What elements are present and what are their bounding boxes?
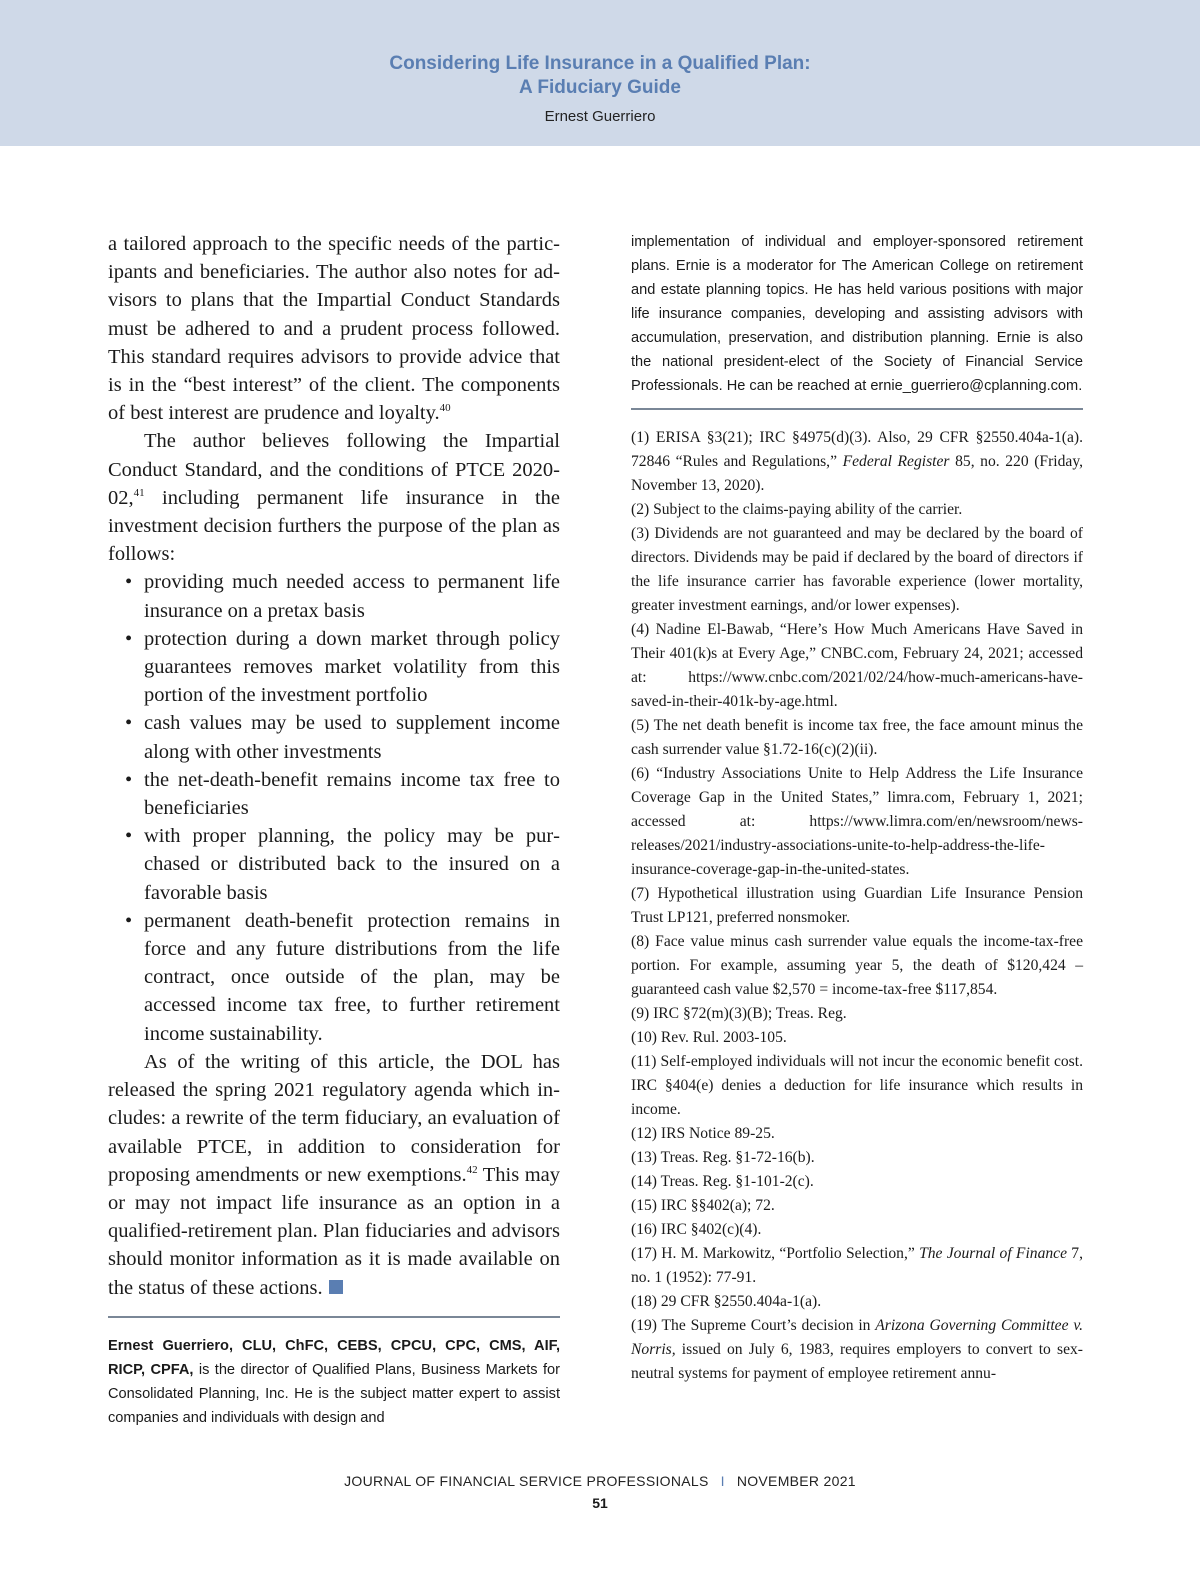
issue-date: NOVEMBER 2021 bbox=[736, 1473, 856, 1489]
endnote-3: (3) Dividends are not guaranteed and may be declared by the board of directors. Dividends may be paid if declared by the board of directors if the life insurance carrier has favorable experience (lower mortality, greater investment earnings, and/or lower expenses). bbox=[631, 525, 1083, 614]
footer-separator: I bbox=[720, 1473, 725, 1489]
bullet-icon: • bbox=[125, 909, 133, 932]
endnote-8: (8) Face value minus cash surrender value equals the income-tax-free portion. For example, assuming year 5, the death of $120,424 – guaranteed cash value $2,570 = income-tax-free $117,854. bbox=[631, 933, 1083, 998]
paragraph-2-text-a: The author believes following the Impartial Conduct Standard, and the conditions of PTCE 2020-02, bbox=[108, 430, 560, 509]
list-item-text: the net-death-benefit remains income tax free to beneficiaries bbox=[144, 768, 560, 820]
endnote-15: (15) IRC §§402(a); 72. bbox=[631, 1197, 775, 1214]
endnote-13: (13) Treas. Reg. §1-72-16(b). bbox=[631, 1149, 815, 1166]
endnote-7: (7) Hypothetical illustration using Guardian Life Insurance Pension Trust LP121, preferred nonsmoker. bbox=[631, 885, 1083, 926]
paragraph-2-text-b: including permanent life insurance in the investment decision furthers the purpose of the plan as follows: bbox=[108, 486, 560, 566]
endnote-17-italic: The Journal of Finance bbox=[919, 1245, 1068, 1262]
endnote-19-text-b: issued on July 6, 1983, requires employers to convert to sex-neutral systems for payment of employee retirement annu- bbox=[631, 1341, 1083, 1382]
list-item-text: protection during a down market through policy guarantees removes market volatility from this portion of the investment portfolio bbox=[144, 627, 560, 707]
endnote-1 bbox=[631, 426, 1083, 498]
list-item-text: with proper planning, the policy may be purchased or distributed back to the insured on a favorable basis bbox=[144, 825, 560, 904]
endnote-10: (10) Rev. Rul. 2003-105. bbox=[631, 1029, 787, 1046]
list-item bbox=[125, 766, 560, 822]
list-item-text: cash values may be used to supplement income along with other investments bbox=[144, 712, 560, 763]
endnote-19 bbox=[631, 1314, 1083, 1386]
notes-divider bbox=[631, 408, 1083, 410]
paragraph-2 bbox=[108, 427, 560, 568]
footnote-ref-42: 42 bbox=[466, 1163, 478, 1176]
endnote-6: (6) “Industry Associations Unite to Help Address the Life Insurance Coverage Gap in the United States,” limra.com, February 1, 2021; accessed at: https://www.limra.com/en/newsroom/news-releases/2021/industry-associations-unite-to-help-address-the-life-insurance-coverage-gap-in-the-united-states. bbox=[631, 765, 1083, 878]
endnote-11: (11) Self-employed individuals will not incur the economic benefit cost. IRC §404(e) denies a deduction for life insurance which results in income. bbox=[631, 1053, 1083, 1118]
endnote-17 bbox=[631, 1242, 1083, 1290]
list-item-text: providing much needed access to permanent life insurance on a pretax basis bbox=[144, 571, 560, 622]
endnote-16: (16) IRC §402(c)(4). bbox=[631, 1221, 762, 1238]
endnote-12: (12) IRS Notice 89-25. bbox=[631, 1125, 775, 1142]
list-item bbox=[125, 568, 560, 624]
paragraph-1-text: a tailored approach to the specific needs of the participants and beneficiaries. The author also notes for advisors to plans that the Impartial Conduct Standards must be adhered to and a prudent process followed. This standard requires advisors to provide advice that is in the “best interest” of the client. The components of best interest are prudence and loyalty. bbox=[108, 233, 560, 425]
list-item bbox=[125, 709, 560, 765]
list-item bbox=[125, 822, 560, 907]
footnote-ref-40: 40 bbox=[439, 402, 451, 415]
endnote-19-italic: Arizona Governing Committee v. Norris, bbox=[631, 1317, 1084, 1358]
journal-name: JOURNAL OF FINANCIAL SERVICE PROFESSIONALS bbox=[344, 1473, 709, 1489]
list-item bbox=[125, 907, 560, 1048]
article-title-line-2: A Fiduciary Guide bbox=[519, 77, 681, 98]
endnote-9: (9) IRC §72(m)(3)(B); Treas. Reg. bbox=[631, 1005, 847, 1022]
endnote-18: (18) 29 CFR §2550.404a-1(a). bbox=[631, 1293, 822, 1310]
endnotes bbox=[631, 426, 1083, 1386]
bullet-icon: • bbox=[125, 627, 133, 650]
endnote-4: (4) Nadine El-Bawab, “Here’s How Much Americans Have Saved in Their 401(k)s at Every Age,” CNBC.com, February 24, 2021; accessed at: https://www.cnbc.com/2021/02/24/how-much-americans-have-saved-in-their-401k-by-age.html. bbox=[631, 621, 1083, 710]
paragraph-3-text-a: As of the writing of this article, the DOL has released the spring 2021 regulatory agenda which includes: a rewrite of the term fiduciary, an evaluation of available PTCE, in addition to consideration for proposing amendments or new exemptions. bbox=[108, 1050, 560, 1186]
paragraph-3-text-b: This may or may not impact life insurance as an option in a qualified-retirement plan. Plan fiduciaries and advisors should monitor information as it is made available on the status of these actions. bbox=[108, 1163, 560, 1299]
author-bio-text: is the director of Qualified Plans, Business Markets for Consolidated Planning, Inc. He is the subject matter expert to assist companies and individuals with design and bbox=[108, 1361, 560, 1426]
endnote-14: (14) Treas. Reg. §1-101-2(c). bbox=[631, 1173, 814, 1190]
author-bio-continued: implementation of individual and employer-sponsored retirement plans. Ernie is a moderator for The American College on retirement and estate planning topics. He has held various positions with major life insurance companies, developing and assisting advisors with accumulation, preservation, and distribution planning. Ernie is also the national president-elect of the Society of Financial Service Professionals. He can be reached at ernie_guerriero@cplanning.com. bbox=[631, 234, 1083, 394]
author-bio bbox=[108, 1334, 560, 1430]
endnote-19-text-a: (19) The Supreme Court’s decision in bbox=[631, 1317, 876, 1334]
list-item bbox=[125, 625, 560, 710]
bullet-icon: • bbox=[125, 712, 133, 735]
endnote-1-text-a: (1) ERISA §3(21); IRC §4975(d)(3). Also, 29 CFR §2550.404a-1(a). 72846 “Rules and Regulations,” bbox=[631, 429, 1083, 470]
author-bio-name: Ernest Guerriero, CLU, ChFC, CEBS, CPCU, CPC, CMS, AIF, RICP, CPFA, bbox=[108, 1337, 560, 1378]
endnote-5: (5) The net death benefit is income tax free, the face amount minus the cash surrender value §1.72-16(c)(2)(ii). bbox=[631, 717, 1083, 758]
paragraph-1 bbox=[108, 230, 560, 427]
footer-journal-line bbox=[0, 1473, 1200, 1489]
endnote-2: (2) Subject to the claims-paying ability of the carrier. bbox=[631, 501, 963, 518]
bullet-icon: • bbox=[125, 825, 133, 848]
end-of-article-square-icon bbox=[329, 1280, 343, 1294]
article-author: Ernest Guerriero bbox=[544, 108, 656, 125]
benefit-list bbox=[108, 568, 560, 1047]
endnote-17-text-b: 7, no. 1 (1952): 77-91. bbox=[631, 1245, 1083, 1286]
footnote-ref-41: 41 bbox=[133, 486, 145, 499]
bullet-icon: • bbox=[125, 768, 133, 791]
page-header bbox=[0, 0, 1200, 146]
article-title-line-1: Considering Life Insurance in a Qualified Plan: bbox=[389, 53, 811, 74]
endnote-1-italic: Federal Register bbox=[842, 453, 950, 470]
left-column bbox=[108, 230, 560, 1430]
endnote-17-text-a: (17) H. M. Markowitz, “Portfolio Selection,” bbox=[631, 1245, 920, 1262]
paragraph-3 bbox=[108, 1048, 560, 1302]
page-footer bbox=[0, 1473, 1200, 1511]
right-column bbox=[631, 230, 1083, 1386]
endnote-1-text-b: 85, no. 220 (Friday, November 13, 2020). bbox=[631, 453, 1084, 494]
bullet-icon: • bbox=[125, 571, 133, 594]
list-item-text: permanent death-benefit protection remains in force and any future distributions from the life contract, once outside of the plan, may be accessed income tax free, to further retirement income sustainability. bbox=[144, 909, 560, 1045]
page-number: 51 bbox=[592, 1495, 608, 1511]
bio-divider bbox=[108, 1316, 560, 1318]
